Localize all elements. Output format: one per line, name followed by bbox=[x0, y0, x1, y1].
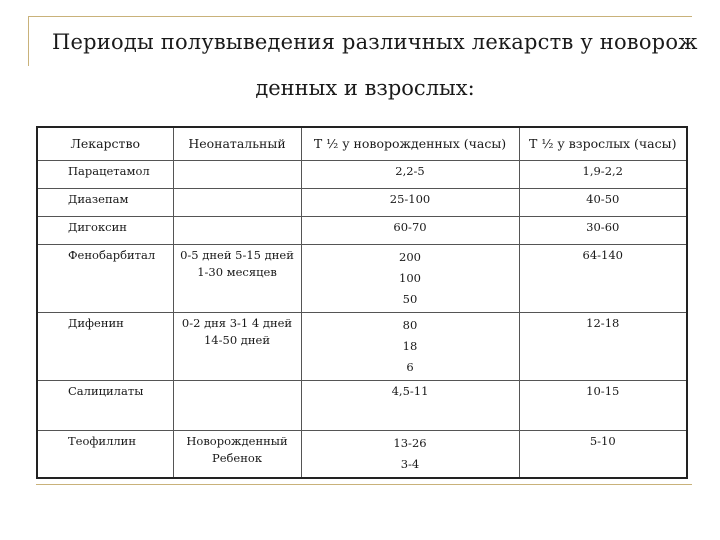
table-row bbox=[37, 381, 687, 431]
neonatal-cell bbox=[173, 189, 301, 217]
table-row bbox=[37, 245, 687, 313]
table-header-row bbox=[37, 127, 687, 161]
half-life-table bbox=[36, 126, 688, 479]
header-neonatal: Неонатальный bbox=[173, 127, 301, 161]
drug-name: Парацетамол bbox=[37, 161, 173, 189]
table-row bbox=[37, 313, 687, 381]
slide-title-line2: денных и взрослых: bbox=[255, 76, 475, 100]
newborn-value: 18 bbox=[402, 339, 418, 353]
newborn-value-stack bbox=[301, 431, 519, 479]
neonatal-cell bbox=[173, 381, 301, 431]
neonatal-cell: 0-2 дня 3-1 4 дней 14-50 дней bbox=[173, 313, 301, 381]
newborn-value: 60-70 bbox=[301, 217, 519, 245]
drug-name: Дигоксин bbox=[37, 217, 173, 245]
newborn-value: 2,2-5 bbox=[301, 161, 519, 189]
table-row bbox=[37, 217, 687, 245]
neonatal-cell: Новорожденный Ребенок bbox=[173, 431, 301, 479]
newborn-value: 6 bbox=[406, 360, 414, 374]
newborn-value: 80 bbox=[402, 318, 418, 332]
drug-name: Дифенин bbox=[37, 313, 173, 381]
neonatal-cell: 0-5 дней 5-15 дней 1-30 месяцев bbox=[173, 245, 301, 313]
adult-value: 64-140 bbox=[519, 245, 687, 313]
table-row bbox=[37, 431, 687, 479]
frame-bottom-rule bbox=[36, 484, 692, 485]
newborn-value: 200 bbox=[399, 250, 421, 264]
drug-name: Диазепам bbox=[37, 189, 173, 217]
newborn-value: 100 bbox=[399, 271, 421, 285]
newborn-value-stack bbox=[301, 245, 519, 313]
newborn-value: 13-26 bbox=[393, 436, 427, 450]
header-newborn-half-life: T ½ у новорожденных (часы) bbox=[301, 127, 519, 161]
frame-left-rule bbox=[28, 16, 29, 66]
drug-name: Салицилаты bbox=[37, 381, 173, 431]
newborn-value: 50 bbox=[402, 292, 418, 306]
adult-value: 30-60 bbox=[519, 217, 687, 245]
adult-value: 40-50 bbox=[519, 189, 687, 217]
frame-top-rule bbox=[28, 16, 692, 17]
newborn-value-stack bbox=[301, 313, 519, 381]
adult-value: 12-18 bbox=[519, 313, 687, 381]
newborn-value: 3-4 bbox=[400, 457, 420, 471]
drug-name: Фенобарбитал bbox=[37, 245, 173, 313]
slide-title-line1: Периоды полувыведения различных лекарств у новорож bbox=[52, 30, 698, 54]
adult-value: 1,9-2,2 bbox=[519, 161, 687, 189]
table-row bbox=[37, 161, 687, 189]
drug-name: Теофиллин bbox=[37, 431, 173, 479]
newborn-value: 4,5-11 bbox=[301, 381, 519, 431]
newborn-value: 25-100 bbox=[301, 189, 519, 217]
header-adult-half-life: T ½ у взрослых (часы) bbox=[519, 127, 687, 161]
table-row bbox=[37, 189, 687, 217]
adult-value: 10-15 bbox=[519, 381, 687, 431]
neonatal-cell bbox=[173, 217, 301, 245]
header-drug: Лекарство bbox=[37, 127, 173, 161]
neonatal-cell bbox=[173, 161, 301, 189]
adult-value: 5-10 bbox=[519, 431, 687, 479]
